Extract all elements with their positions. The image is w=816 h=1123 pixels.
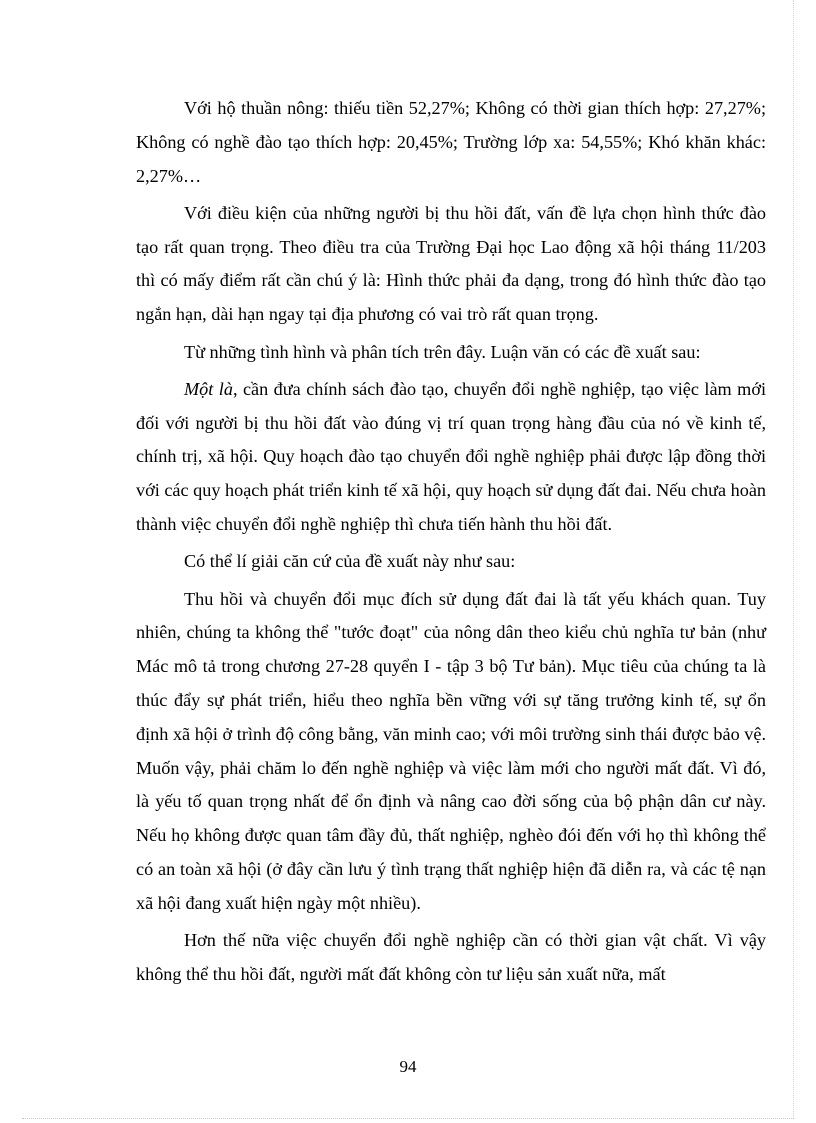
paragraph-time-needed (136, 924, 766, 992)
paragraph-training-form (136, 197, 766, 332)
paragraph-text: Hơn thế nữa việc chuyển đổi nghề nghiệp cần có thời gian vật chất. Vì vậy không thể thu hồi đất, người mất đất không còn tư liệu sản xuất nữa, mất (136, 930, 766, 984)
paragraph-household-survey (136, 92, 766, 193)
body-text (136, 92, 766, 992)
paragraph-text: Với hộ thuần nông: thiếu tiền 52,27%; Không có thời gian thích hợp: 27,27%; Không có nghề đào tạo thích hợp: 20,45%; Trường lớp xa: 54,55%; Khó khăn khác: 2,27%… (136, 98, 766, 186)
paragraph-text: Thu hồi và chuyển đổi mục đích sử dụng đất đai là tất yếu khách quan. Tuy nhiên, chúng ta không thể "tước đoạt" của nông dân theo kiểu chủ nghĩa tư bản (như Mác mô tả trong chương 27-28 quyển I - tập 3 bộ Tư bản). Mục tiêu của chúng ta là thúc đẩy sự phát triển, hiểu theo nghĩa bền vững với sự tăng trưởng kinh tế, sự ổn định xã hội ở trình độ công bằng, văn minh cao; với môi trường sinh thái được bảo vệ. Muốn vậy, phải chăm lo đến nghề nghiệp và việc làm mới cho người mất đất. Vì đó, là yếu tố quan trọng nhất để ổn định và nâng cao đời sống của bộ phận dân cư này. Nếu họ không được quan tâm đầy đủ, thất nghiệp, nghèo đói đến với họ thì không thể có an toàn xã hội (ở đây cần lưu ý tình trạng thất nghiệp hiện đã diễn ra, và các tệ nạn xã hội đang xuất hiện ngày một nhiều). (136, 588, 766, 913)
paragraph-proposals-intro (136, 336, 766, 370)
paragraph-proposal-one (136, 373, 766, 542)
paragraph-text: Với điều kiện của những người bị thu hồi đất, vấn đề lựa chọn hình thức đào tạo rất quan trọng. Theo điều tra của Trường Đại học Lao động xã hội tháng 11/203 thì có mấy điểm rất cần chú ý là: Hình thức phải đa dạng, trong đó hình thức đào tạo ngắn hạn, dài hạn ngay tại địa phương có vai trò rất quan trọng. (136, 202, 766, 325)
paragraph-text: Có thể lí giải căn cứ của đề xuất này như sau: (184, 551, 516, 572)
page-edge-right (793, 0, 794, 1118)
paragraph-rationale (136, 583, 766, 921)
page-number: 94 (399, 1057, 417, 1076)
italic-lead: Một là (184, 378, 233, 399)
paragraph-rationale-intro (136, 545, 766, 579)
paragraph-text: Từ những tình hình và phân tích trên đây. Luận văn có các đề xuất sau: (184, 341, 701, 362)
paragraph-text: , cần đưa chính sách đào tạo, chuyển đổi nghề nghiệp, tạo việc làm mới đối với người bị thu hồi đất vào đúng vị trí quan trọng hàng đầu của nó về kinh tế, chính trị, xã hội. Quy hoạch đào tạo chuyển đổi nghề nghiệp phải được lập đồng thời với các quy hoạch phát triển kinh tế xã hội, quy hoạch sử dụng đất đai. Nếu chưa hoàn thành việc chuyển đổi nghề nghiệp thì chưa tiến hành thu hồi đất. (136, 378, 766, 535)
page-edge-bottom (22, 1118, 794, 1119)
